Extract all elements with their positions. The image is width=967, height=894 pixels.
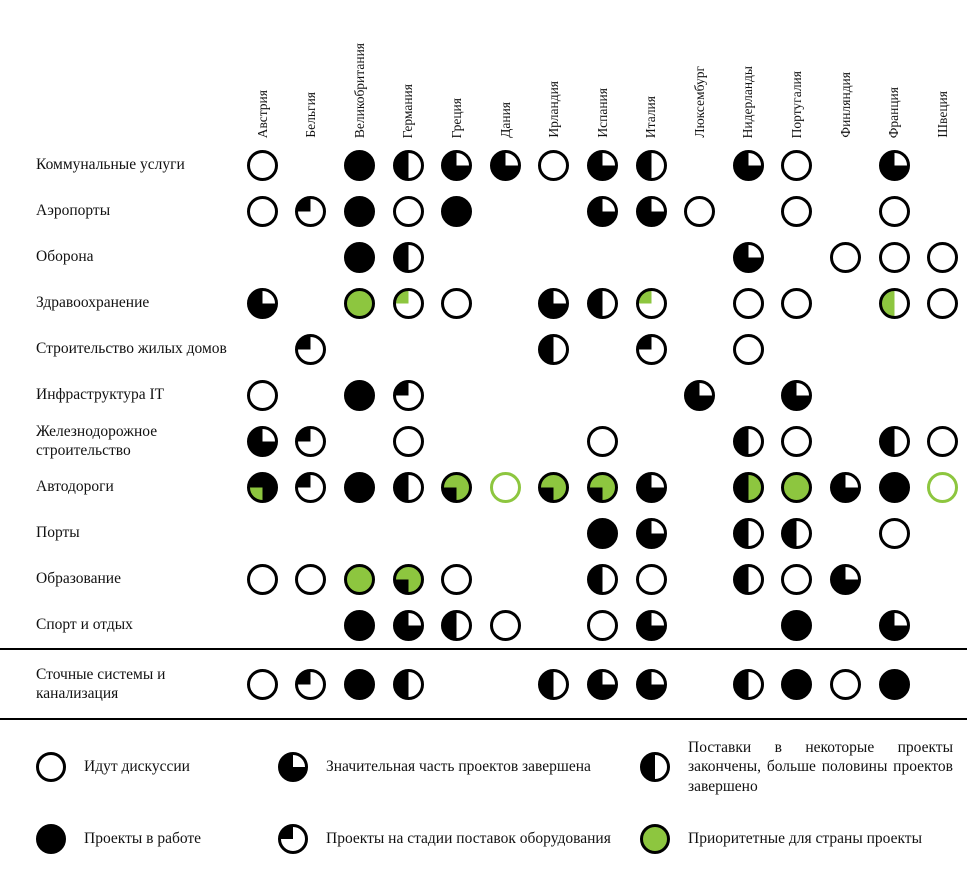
country-header: Греция (448, 97, 464, 138)
matrix-cell (870, 472, 919, 503)
legend-item (36, 824, 266, 854)
legend-item (640, 738, 953, 796)
matrix-cell (530, 472, 579, 503)
green-q1-pie (393, 288, 424, 319)
matrix-cell (530, 334, 579, 365)
matrix-row (0, 658, 967, 710)
empty-pie (295, 564, 326, 595)
sector-label: Оборона (36, 248, 94, 266)
half-pie (393, 150, 424, 181)
matrix-cell (335, 150, 384, 181)
matrix-cell (287, 334, 336, 365)
matrix-cell (870, 518, 919, 549)
q3-pie (636, 472, 667, 503)
full-pie (781, 610, 812, 641)
empty-pie (684, 196, 715, 227)
empty-pie (247, 150, 278, 181)
sector-label: Автодороги (36, 478, 114, 496)
matrix-row (0, 280, 967, 326)
matrix-row (0, 418, 967, 464)
matrix-cell (238, 380, 287, 411)
matrix-cell (384, 380, 433, 411)
half-pie (733, 518, 764, 549)
half-pie (636, 150, 667, 181)
matrix-cell (432, 150, 481, 181)
matrix-cell (773, 472, 822, 503)
matrix-cell (870, 288, 919, 319)
matrix-cell (432, 610, 481, 641)
empty-pie (879, 242, 910, 273)
matrix-row (0, 234, 967, 280)
matrix-row (0, 188, 967, 234)
full-pie (344, 610, 375, 641)
q3-pie (636, 610, 667, 641)
legend-label: Проекты в работе (84, 830, 202, 848)
matrix-cell (675, 196, 724, 227)
matrix-cell (627, 564, 676, 595)
green-pie (640, 824, 670, 854)
matrix-cell (384, 472, 433, 503)
empty-pie (587, 426, 618, 457)
country-header: Испания (594, 88, 610, 138)
empty-pie (781, 426, 812, 457)
matrix-cell (287, 426, 336, 457)
green-black-q1-pie (538, 472, 569, 503)
country-header: Бельгия (303, 92, 319, 138)
matrix-cell (578, 564, 627, 595)
legend-label: Проекты на стадии поставок оборудования (326, 830, 611, 848)
matrix-cell (675, 380, 724, 411)
matrix-cell (627, 472, 676, 503)
matrix-cell (578, 426, 627, 457)
green-pie (344, 288, 375, 319)
matrix-cell (335, 196, 384, 227)
half-pie (393, 669, 424, 700)
matrix-cell (918, 472, 967, 503)
country-header-cell (287, 0, 336, 142)
matrix-cell (335, 669, 384, 700)
country-header: Германия (400, 83, 416, 138)
q1-pie (295, 334, 326, 365)
green-outline-pie (927, 472, 958, 503)
matrix-cell (773, 518, 822, 549)
legend-item (278, 738, 628, 796)
matrix-cell (627, 334, 676, 365)
matrix-cell (724, 426, 773, 457)
full-pie (36, 824, 66, 854)
matrix-cell (773, 150, 822, 181)
matrix-cell (870, 196, 919, 227)
sector-label: Здравоохранение (36, 294, 150, 312)
matrix-cell (627, 610, 676, 641)
matrix-cell (627, 288, 676, 319)
matrix-cell (870, 426, 919, 457)
matrix-cell (627, 518, 676, 549)
matrix-cell (287, 564, 336, 595)
sector-label: Образование (36, 570, 121, 588)
half-black-green-pie (733, 472, 764, 503)
country-header-row (0, 0, 967, 142)
matrix-cell (335, 472, 384, 503)
matrix-cell (238, 426, 287, 457)
q3-pie (636, 518, 667, 549)
matrix-cell (384, 150, 433, 181)
q3-pie (247, 426, 278, 457)
q3-pie (830, 472, 861, 503)
empty-pie (879, 196, 910, 227)
matrix-cell (287, 669, 336, 700)
sewage-section (0, 648, 967, 720)
empty-pie (247, 564, 278, 595)
matrix-cell (821, 242, 870, 273)
matrix-cell (432, 288, 481, 319)
matrix-cell (481, 472, 530, 503)
q3-pie (490, 150, 521, 181)
matrix-cell (773, 288, 822, 319)
matrix-cell (821, 472, 870, 503)
legend-label: Приоритетные для страны проекты (688, 830, 922, 848)
matrix-cell (335, 564, 384, 595)
matrix-cell (724, 288, 773, 319)
country-header-cell (627, 0, 676, 142)
matrix-cell (627, 150, 676, 181)
matrix-row (0, 372, 967, 418)
matrix-cell (627, 669, 676, 700)
matrix-cell (918, 288, 967, 319)
legend-item (640, 824, 953, 854)
matrix-cell (773, 610, 822, 641)
green-black-q1-pie (393, 564, 424, 595)
matrix-cell (578, 150, 627, 181)
q1-pie (295, 426, 326, 457)
empty-pie (927, 426, 958, 457)
matrix-cell (773, 380, 822, 411)
sector-label: Железнодорожное строительство (36, 422, 158, 459)
matrix-row (0, 602, 967, 648)
empty-pie (879, 518, 910, 549)
empty-pie (587, 610, 618, 641)
matrix-cell (287, 196, 336, 227)
country-header: Франция (886, 86, 902, 138)
q3-pie (538, 288, 569, 319)
legend-label: Поставки в некоторые проекты закончены, больше половины проектов завершено (688, 739, 953, 795)
full-pie (879, 669, 910, 700)
matrix-cell (384, 242, 433, 273)
green-black-q1-pie (587, 472, 618, 503)
country-header-cell (481, 0, 530, 142)
matrix-cell (238, 564, 287, 595)
matrix-row (0, 464, 967, 510)
green-q1-pie (636, 288, 667, 319)
country-header: Финляндия (837, 72, 853, 138)
sector-label: Порты (36, 524, 80, 542)
empty-pie (927, 242, 958, 273)
half-pie (733, 669, 764, 700)
sector-label: Строительство жилых домов (36, 340, 227, 358)
matrix-cell (578, 610, 627, 641)
matrix-cell (870, 669, 919, 700)
matrix-cell (918, 242, 967, 273)
matrix-row (0, 142, 967, 188)
matrix-cell (724, 334, 773, 365)
sector-label: Сточные системы и канализация (36, 665, 166, 702)
matrix-cell (481, 610, 530, 641)
full-pie (587, 518, 618, 549)
half-pie (393, 472, 424, 503)
matrix-cell (432, 472, 481, 503)
country-header-cell (918, 0, 967, 142)
matrix-cell (432, 196, 481, 227)
empty-pie (781, 196, 812, 227)
country-header-cell (335, 0, 384, 142)
country-header: Ирландия (546, 81, 562, 138)
matrix-cell (384, 426, 433, 457)
empty-pie (393, 196, 424, 227)
matrix-cell (773, 426, 822, 457)
matrix-cell (870, 242, 919, 273)
matrix-cell (821, 669, 870, 700)
country-header: Великобритания (351, 42, 367, 138)
country-header: Португалия (789, 70, 805, 138)
country-header-cell (821, 0, 870, 142)
matrix-cell (238, 669, 287, 700)
q3-pie (587, 150, 618, 181)
half-pie (640, 752, 670, 782)
q3-pie (636, 196, 667, 227)
matrix-row (0, 326, 967, 372)
matrix-cell (384, 564, 433, 595)
half-pie (393, 242, 424, 273)
empty-pie (636, 564, 667, 595)
full-pie (344, 150, 375, 181)
country-header-cell (675, 0, 724, 142)
sector-label: Инфраструктура IT (36, 386, 165, 404)
empty-pie (830, 669, 861, 700)
green-black-q1-pie (441, 472, 472, 503)
q3-pie (636, 669, 667, 700)
half-pie (781, 518, 812, 549)
matrix-row (0, 556, 967, 602)
matrix-cell (870, 610, 919, 641)
q3-pie (393, 610, 424, 641)
matrix-cell (432, 564, 481, 595)
matrix-cell (773, 196, 822, 227)
country-header-cell (384, 0, 433, 142)
matrix-cell (238, 288, 287, 319)
full-pie (441, 196, 472, 227)
matrix-cell (870, 150, 919, 181)
matrix-cell (821, 564, 870, 595)
empty-pie (733, 334, 764, 365)
matrix-cell (724, 472, 773, 503)
legend-item (278, 824, 628, 854)
empty-pie (538, 150, 569, 181)
matrix-cell (627, 196, 676, 227)
full-pie (879, 472, 910, 503)
q3-pie (684, 380, 715, 411)
matrix-cell (287, 472, 336, 503)
full-pie (781, 669, 812, 700)
matrix-cell (724, 518, 773, 549)
matrix-cell (578, 288, 627, 319)
matrix-cell (773, 669, 822, 700)
half-pie (587, 564, 618, 595)
matrix-cell (724, 242, 773, 273)
green-pie (781, 472, 812, 503)
matrix-cell (481, 150, 530, 181)
matrix-cell (724, 150, 773, 181)
legend-label: Значительная часть проектов завершена (326, 758, 591, 776)
country-header: Дания (497, 102, 513, 138)
matrix-cell (578, 196, 627, 227)
q1-pie (393, 380, 424, 411)
empty-pie (830, 242, 861, 273)
q1-pie (295, 472, 326, 503)
q3-pie (587, 196, 618, 227)
empty-pie (247, 380, 278, 411)
empty-pie (781, 288, 812, 319)
matrix-cell (530, 150, 579, 181)
matrix-row (0, 510, 967, 556)
matrix-cell (578, 472, 627, 503)
full-pie (344, 196, 375, 227)
q3-pie (278, 752, 308, 782)
q3-pie (733, 242, 764, 273)
matrix-cell (335, 380, 384, 411)
matrix-cell (238, 196, 287, 227)
country-header-cell (530, 0, 579, 142)
legend-item (36, 738, 266, 796)
half-pie (538, 669, 569, 700)
country-header: Люксембург (691, 66, 707, 138)
country-header: Италия (643, 95, 659, 138)
matrix-cell (238, 472, 287, 503)
half-pie (733, 564, 764, 595)
matrix-cell (335, 242, 384, 273)
matrix-cell (724, 669, 773, 700)
empty-pie (781, 564, 812, 595)
empty-pie (247, 669, 278, 700)
q1-pie (295, 669, 326, 700)
matrix-cell (724, 564, 773, 595)
legend (0, 720, 967, 854)
empty-pie (781, 150, 812, 181)
full-pie (344, 669, 375, 700)
matrix-cell (773, 564, 822, 595)
country-header-cell (773, 0, 822, 142)
empty-pie (490, 610, 521, 641)
q3-pie (781, 380, 812, 411)
full-green-q1-pie (247, 472, 278, 503)
country-header-cell (238, 0, 287, 142)
country-header: Австрия (254, 89, 270, 138)
full-pie (344, 472, 375, 503)
country-header-cell (724, 0, 773, 142)
half-pie (733, 426, 764, 457)
half-pie (538, 334, 569, 365)
empty-pie (393, 426, 424, 457)
matrix-cell (578, 518, 627, 549)
half-pie (879, 426, 910, 457)
green-pie (344, 564, 375, 595)
matrix-cell (918, 426, 967, 457)
matrix-cell (384, 288, 433, 319)
sector-label: Аэропорты (36, 202, 111, 220)
q3-pie (879, 610, 910, 641)
empty-pie (441, 288, 472, 319)
half-pie (441, 610, 472, 641)
q1-pie (636, 334, 667, 365)
q1-pie (278, 824, 308, 854)
q3-pie (441, 150, 472, 181)
matrix-cell (384, 196, 433, 227)
matrix-cell (238, 150, 287, 181)
q3-pie (830, 564, 861, 595)
q3-pie (247, 288, 278, 319)
half-pie (587, 288, 618, 319)
matrix-cell (335, 288, 384, 319)
country-header-cell (578, 0, 627, 142)
q1-pie (295, 196, 326, 227)
matrix-cell (578, 669, 627, 700)
empty-pie (927, 288, 958, 319)
q3-pie (879, 150, 910, 181)
country-header-cell (870, 0, 919, 142)
country-header: Швеция (934, 91, 950, 138)
half-green-pie (879, 288, 910, 319)
legend-label: Идут дискуссии (84, 758, 190, 776)
sector-label: Коммунальные услуги (36, 156, 185, 174)
sector-label: Спорт и отдых (36, 616, 133, 634)
matrix-cell (335, 610, 384, 641)
matrix-cell (384, 669, 433, 700)
empty-pie (441, 564, 472, 595)
empty-pie (247, 196, 278, 227)
empty-pie (36, 752, 66, 782)
full-pie (344, 242, 375, 273)
country-header-cell (432, 0, 481, 142)
green-outline-pie (490, 472, 521, 503)
matrix-cell (384, 610, 433, 641)
country-header: Нидерланды (740, 65, 756, 138)
empty-pie (733, 288, 764, 319)
q3-pie (733, 150, 764, 181)
q3-pie (587, 669, 618, 700)
matrix-cell (530, 669, 579, 700)
matrix-cell (530, 288, 579, 319)
full-pie (344, 380, 375, 411)
